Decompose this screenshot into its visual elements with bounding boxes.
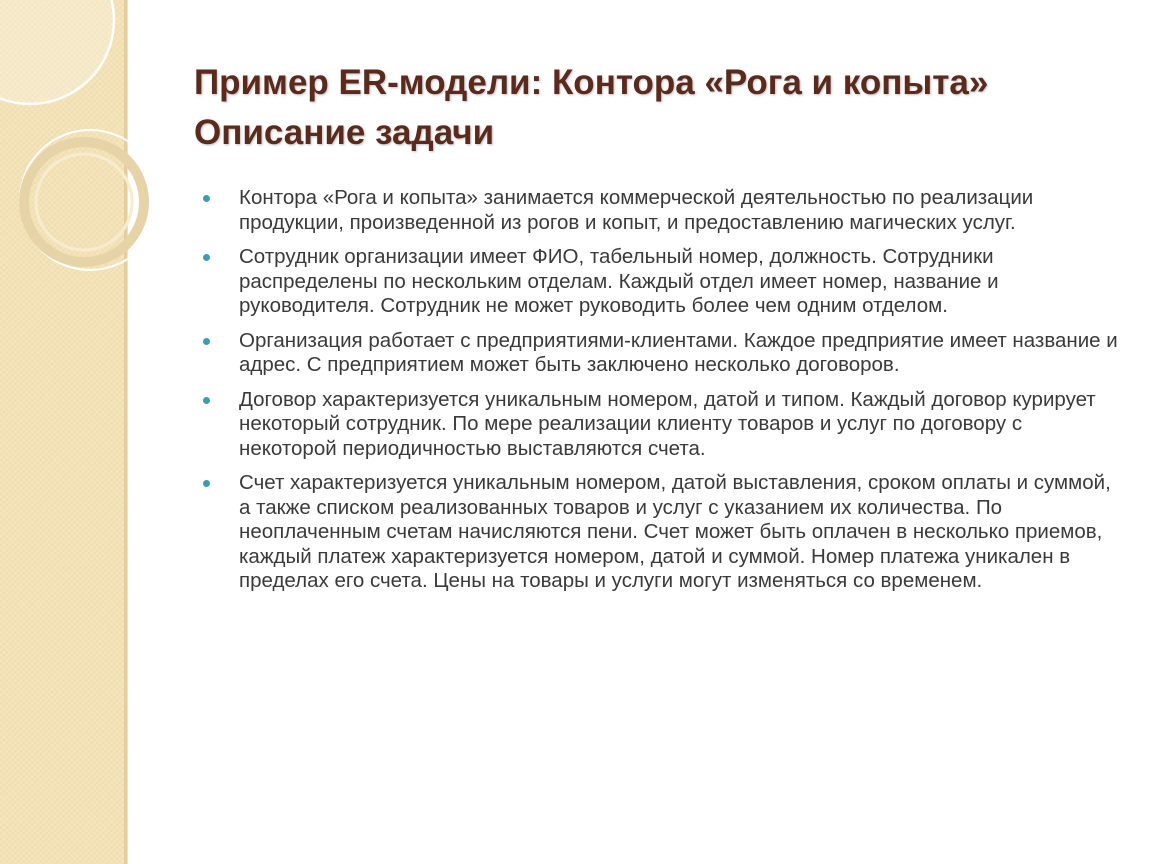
bullet-dot-icon bbox=[203, 195, 210, 202]
bullet-item bbox=[200, 329, 1120, 378]
bullet-dot-icon bbox=[203, 397, 210, 404]
bullet-item bbox=[200, 245, 1120, 319]
bullet-text: Контора «Рога и копыта» занимается коммерческой деятельностью по реализации продукции, произведенной из рогов и копыт, и предоставлению магических услуг. bbox=[239, 186, 1034, 234]
bullet-item bbox=[200, 186, 1120, 235]
bullet-text: Счет характеризуется уникальным номером, датой выставления, сроком оплаты и суммой, а также списком реализованных товаров и услуг с указанием их количества. По неоплаченным счетам начисляются пени. Счет может быть оплачен в несколько приемов, каждый платеж характеризуется номером, датой и суммой. Номер платежа уникален в пределах его счета. Цены на товары и услуги могут изменяться со временем. bbox=[239, 471, 1111, 592]
bullet-item bbox=[200, 471, 1120, 594]
slide-title bbox=[194, 58, 1124, 158]
decorative-inner-ring bbox=[36, 154, 132, 250]
slide-title-line-1: Пример ER-модели: Контора «Рога и копыта» bbox=[194, 63, 989, 102]
decorative-circles-ornament bbox=[0, 0, 200, 320]
bullet-dot-icon bbox=[203, 480, 210, 487]
decorative-circle-large bbox=[0, 0, 114, 104]
bullet-text: Сотрудник организации имеет ФИО, табельный номер, должность. Сотрудники распределены по нескольким отделам. Каждый отдел имеет номер, название и руководителя. Сотрудник не может руководить более чем одним отделом. bbox=[239, 245, 999, 317]
slide-title-line-2: Описание задачи bbox=[194, 113, 495, 152]
bullet-text: Договор характеризуется уникальным номером, датой и типом. Каждый договор курирует некоторый сотрудник. По мере реализации клиенту товаров и услуг по договору с некоторой периодичностью выставляются счета. bbox=[239, 387, 1096, 460]
bullet-text: Организация работает с предприятиями-клиентами. Каждое предприятие имеет название и адрес. С предприятием может быть заключено несколько договоров. bbox=[239, 328, 1118, 376]
bullet-dot-icon bbox=[203, 254, 210, 261]
bullet-item bbox=[200, 388, 1120, 462]
bullet-dot-icon bbox=[203, 338, 210, 345]
bullet-list bbox=[200, 186, 1120, 604]
decorative-ring bbox=[24, 142, 144, 262]
